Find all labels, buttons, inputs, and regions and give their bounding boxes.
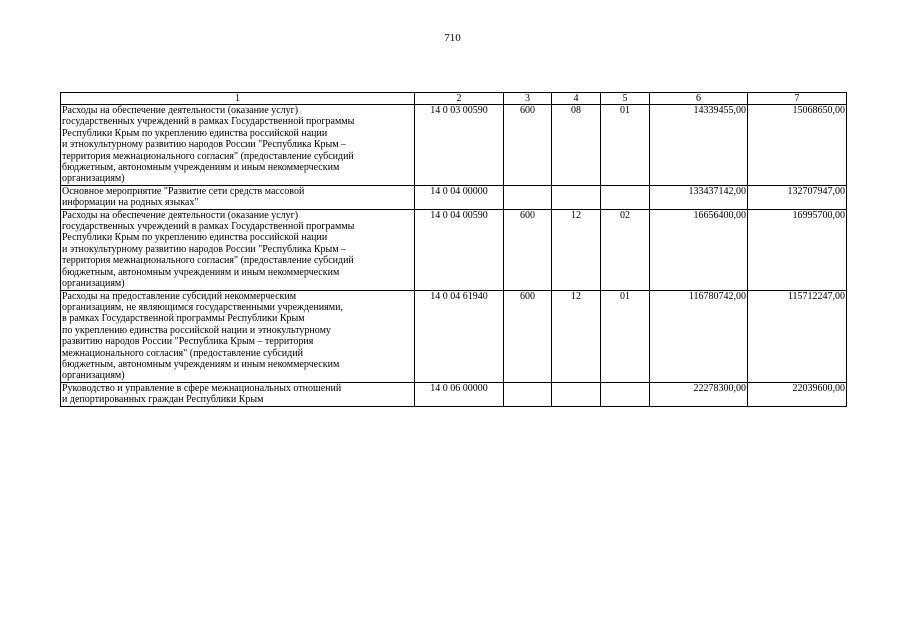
section-cell: 12 — [552, 290, 601, 382]
expense-type-cell: 600 — [504, 209, 552, 290]
section-cell: 08 — [552, 105, 601, 186]
expense-name-cell: Основное мероприятие "Развитие сети средств массовой информации на родных языках" — [61, 185, 415, 209]
column-header: 3 — [504, 93, 552, 105]
table-row — [61, 105, 847, 186]
table-row — [61, 185, 847, 209]
section-cell — [552, 185, 601, 209]
expense-name-cell: Руководство и управление в сфере межнациональных отношений и депортированных граждан Республики Крым — [61, 382, 415, 406]
column-header: 6 — [650, 93, 748, 105]
amount-cell-year1: 116780742,00 — [650, 290, 748, 382]
target-article-code-cell: 14 0 04 00000 — [415, 185, 504, 209]
amount-cell-year2: 22039600,00 — [748, 382, 847, 406]
column-header: 7 — [748, 93, 847, 105]
column-header: 5 — [601, 93, 650, 105]
amount-cell-year2: 16995700,00 — [748, 209, 847, 290]
expense-name-cell: Расходы на обеспечение деятельности (оказание услуг) государственных учреждений в рамках Государственной программы Республики Крым по укреплению единства российской нации и этнокультурному развитию народов России "Республика Крым – территория межнационального согласия" (предоставление субсидий бюджетным, автономным учреждениям и иным некоммерческим организациям) — [61, 105, 415, 186]
expense-type-cell — [504, 382, 552, 406]
page-number: 710 — [444, 32, 461, 44]
column-number-row — [61, 93, 847, 105]
amount-cell-year2: 115712247,00 — [748, 290, 847, 382]
target-article-code-cell: 14 0 03 00590 — [415, 105, 504, 186]
section-cell: 12 — [552, 209, 601, 290]
budget-table — [60, 92, 847, 407]
expense-name-cell: Расходы на обеспечение деятельности (оказание услуг) государственных учреждений в рамках Государственной программы Республики Крым по укреплению единства российской нации и этнокультурному развитию народов России "Республика Крым – территория межнационального согласия" (предоставление субсидий бюджетным, автономным учреждениям и иным некоммерческим организациям) — [61, 209, 415, 290]
subsection-cell: 02 — [601, 209, 650, 290]
section-cell — [552, 382, 601, 406]
table-row — [61, 290, 847, 382]
subsection-cell — [601, 185, 650, 209]
subsection-cell: 01 — [601, 105, 650, 186]
column-header: 4 — [552, 93, 601, 105]
expense-name-cell: Расходы на предоставление субсидий некоммерческим организациям, не являющимся государственными учреждениями, в рамках Государственной программы Республики Крым по укреплению единства российской нации и этнокультурному развитию народов России "Республика Крым – территория межнационального согласия" (предоставление субсидий бюджетным, автономным учреждениям и иным некоммерческим организациям) — [61, 290, 415, 382]
target-article-code-cell: 14 0 04 61940 — [415, 290, 504, 382]
amount-cell-year2: 132707947,00 — [748, 185, 847, 209]
amount-cell-year1: 133437142,00 — [650, 185, 748, 209]
subsection-cell: 01 — [601, 290, 650, 382]
table-row — [61, 382, 847, 406]
amount-cell-year2: 15068650,00 — [748, 105, 847, 186]
target-article-code-cell: 14 0 06 00000 — [415, 382, 504, 406]
expense-type-cell: 600 — [504, 290, 552, 382]
amount-cell-year1: 22278300,00 — [650, 382, 748, 406]
expense-type-cell — [504, 185, 552, 209]
table-row — [61, 209, 847, 290]
amount-cell-year1: 14339455,00 — [650, 105, 748, 186]
column-header: 1 — [61, 93, 415, 105]
amount-cell-year1: 16656400,00 — [650, 209, 748, 290]
subsection-cell — [601, 382, 650, 406]
column-header: 2 — [415, 93, 504, 105]
expense-type-cell: 600 — [504, 105, 552, 186]
target-article-code-cell: 14 0 04 00590 — [415, 209, 504, 290]
